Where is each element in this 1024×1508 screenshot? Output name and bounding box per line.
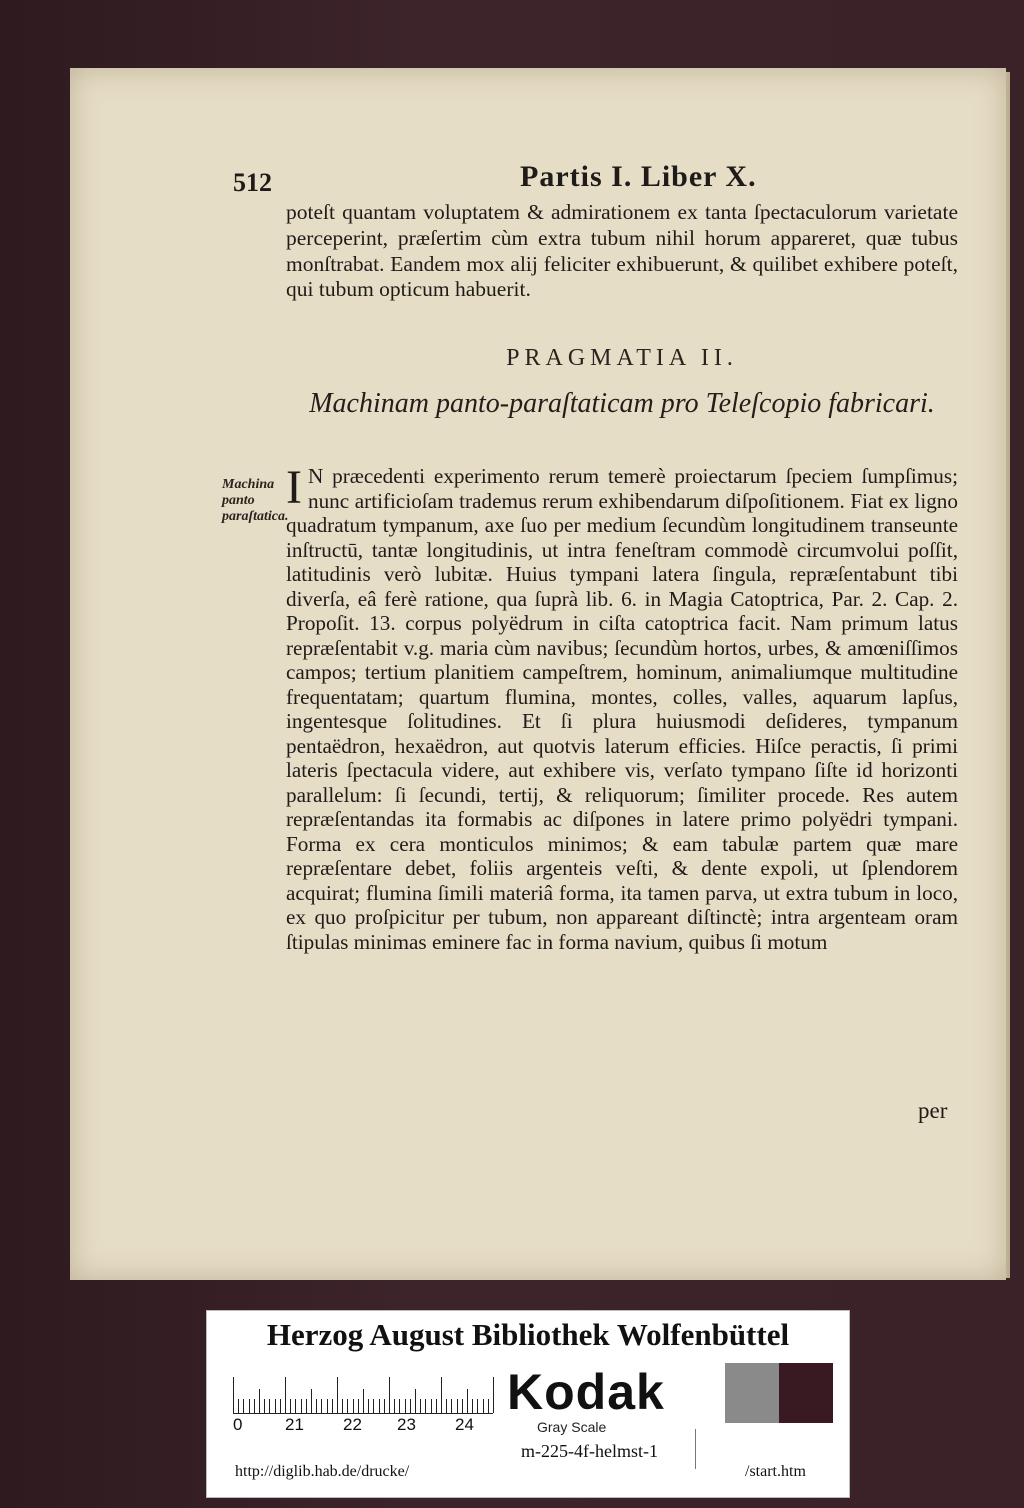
margin-note: Machina panto paraſtatica.	[222, 477, 289, 524]
ruler-tick	[477, 1399, 478, 1413]
kodak-logo: Kodak	[507, 1364, 665, 1420]
ruler-labels	[233, 1415, 503, 1435]
drop-cap: I	[286, 461, 302, 514]
ruler-tick	[373, 1399, 374, 1413]
gray-swatch	[725, 1363, 779, 1423]
start-url: /start.htm	[745, 1463, 806, 1480]
ruler-tick	[394, 1399, 395, 1413]
ruler-tick	[243, 1399, 244, 1413]
ruler-label: 24	[455, 1415, 474, 1434]
ruler-tick	[368, 1399, 369, 1413]
paragraph-2-text: N præcedenti experimento rerum temerè proiectarum ſpeciem ſumpſimus; nunc artificioſam trademus rerum exhibendarum diſpoſitionem. Fiat ex ligno quadratum tympanum, axe ſuo per medium ſecundùm longitudinem transeunte inſtructū, tantæ longitudinis, ut intra feneſtram commodè circumvolui poſſit, latitudinis verò lubitæ. Huius tympani latera ſingula, repræſentabunt tibi diverſa, eâ ferè ratione, qua ſuprà lib. 6. in Magia Catoptrica, Par. 2. Cap. 2. Propoſit. 13. corpus polyëdrum in ciſta catoptrica facit. Nam primum latus repræſentabit v.g. maria cùm navibus; ſecundùm hortos, urbes, & amœniſſimos campos; tertium planitiem campeſtrem, hominum, animaliumque multitudine frequentatam; quartum flumina, montes, colles, valles, aquarum lapſus, ingentesque ſolitudines. Et ſi plura huiusmodi deſideres, tympanum pentaëdron, hexaëdron, aut quotvis laterum efficies. Hiſce peractis, ſi primi lateris ſpectacula videre, aut exhibere vis, verſato tympano ſiſte id horizonti parallelum: ſi ſecundi, tertij, & reliquorum; ſimiliter procede. Res autem repræſentandas ita formabis ac diſpones in latere primo polyëdri tympani. Forma ex cera monticulos minimos; & eam tabulæ partem quæ mare repræſentare debet, foliis argenteis veſti, & dente expoli, ut ſplendorem acquirat; flumina ſimili materiâ forma, ita tamen parva, ut extra tubum in loco, ex quo proſpicitur per tubum, non appareant diſtinctè; intra argenteam oram ſtipulas minimas eminere fac in forma navium, quibus ſi motum	[286, 464, 958, 954]
dark-swatch	[779, 1363, 833, 1423]
library-card	[206, 1310, 850, 1498]
ruler-tick	[238, 1399, 239, 1413]
ruler-tick	[451, 1399, 452, 1413]
ruler-label: 23	[397, 1415, 416, 1434]
ruler-tick	[462, 1399, 463, 1413]
ruler-tick	[264, 1399, 265, 1413]
ruler-tick	[311, 1389, 312, 1413]
ruler-tick	[285, 1377, 286, 1413]
ruler-tick	[337, 1377, 338, 1413]
paragraph-2	[286, 461, 958, 954]
library-name: Herzog August Bibliothek Wolfenbüttel	[266, 1317, 790, 1352]
ruler-tick	[399, 1399, 400, 1413]
ruler-tick	[483, 1399, 484, 1413]
grayscale-label: Gray Scale	[537, 1419, 607, 1435]
ruler-tick	[259, 1389, 260, 1413]
library-url: http://diglib.hab.de/drucke/	[235, 1463, 410, 1480]
ruler-label: 22	[343, 1415, 362, 1434]
ruler-tick	[327, 1399, 328, 1413]
catchword: per	[918, 1098, 948, 1123]
paragraph-1: poteſt quantam voluptatem & admirationem ex tanta ſpectaculorum varietate perceperint, præſertim cùm extra tubum nihil horum appareret, quæ tubus monſtrabat. Eandem mox alij feliciter exhibuerunt, & quilibet exhibere poteſt, qui tubum opticum habuerit.	[286, 200, 958, 302]
page-number: 512	[233, 168, 272, 197]
ruler-tick	[457, 1399, 458, 1413]
ruler-tick	[420, 1399, 421, 1413]
ruler-label: 0	[233, 1415, 243, 1434]
ruler-tick	[342, 1399, 343, 1413]
ruler-tick	[332, 1399, 333, 1413]
ruler-tick	[425, 1399, 426, 1413]
ruler-tick	[306, 1399, 307, 1413]
ruler-tick	[467, 1389, 468, 1413]
card-divider	[695, 1429, 696, 1469]
ruler-tick	[321, 1399, 322, 1413]
ruler-tick	[493, 1377, 494, 1413]
ruler-tick	[436, 1399, 437, 1413]
ruler-tick	[290, 1399, 291, 1413]
shelfmark: m-225-4f-helmst-1	[521, 1441, 658, 1461]
ruler-tick	[295, 1399, 296, 1413]
ruler-tick	[472, 1399, 473, 1413]
section-subtitle: Machinam panto-paraſtaticam pro Teleſcopio fabricari.	[309, 388, 935, 419]
ruler-label: 21	[285, 1415, 304, 1434]
ruler-tick	[254, 1399, 255, 1413]
ruler-tick	[441, 1377, 442, 1413]
ruler-tick	[415, 1389, 416, 1413]
ruler-tick	[389, 1377, 390, 1413]
ruler-tick	[446, 1399, 447, 1413]
ruler-tick	[269, 1399, 270, 1413]
scale-ruler	[233, 1373, 493, 1414]
section-title: PRAGMATIA II.	[506, 345, 738, 371]
ruler-tick	[280, 1399, 281, 1413]
ruler-tick	[488, 1399, 489, 1413]
ruler-tick	[363, 1389, 364, 1413]
running-head: Partis I. Liber X.	[520, 160, 757, 193]
ruler-tick	[405, 1399, 406, 1413]
ruler-tick	[316, 1399, 317, 1413]
ruler-tick	[358, 1399, 359, 1413]
ruler-tick	[275, 1399, 276, 1413]
ruler-tick	[347, 1399, 348, 1413]
ruler-tick	[410, 1399, 411, 1413]
ruler-tick	[301, 1399, 302, 1413]
ruler-tick	[431, 1399, 432, 1413]
ruler-tick	[249, 1399, 250, 1413]
ruler-tick	[353, 1399, 354, 1413]
ruler-tick	[384, 1399, 385, 1413]
ruler-tick	[233, 1377, 234, 1413]
ruler-tick	[379, 1399, 380, 1413]
